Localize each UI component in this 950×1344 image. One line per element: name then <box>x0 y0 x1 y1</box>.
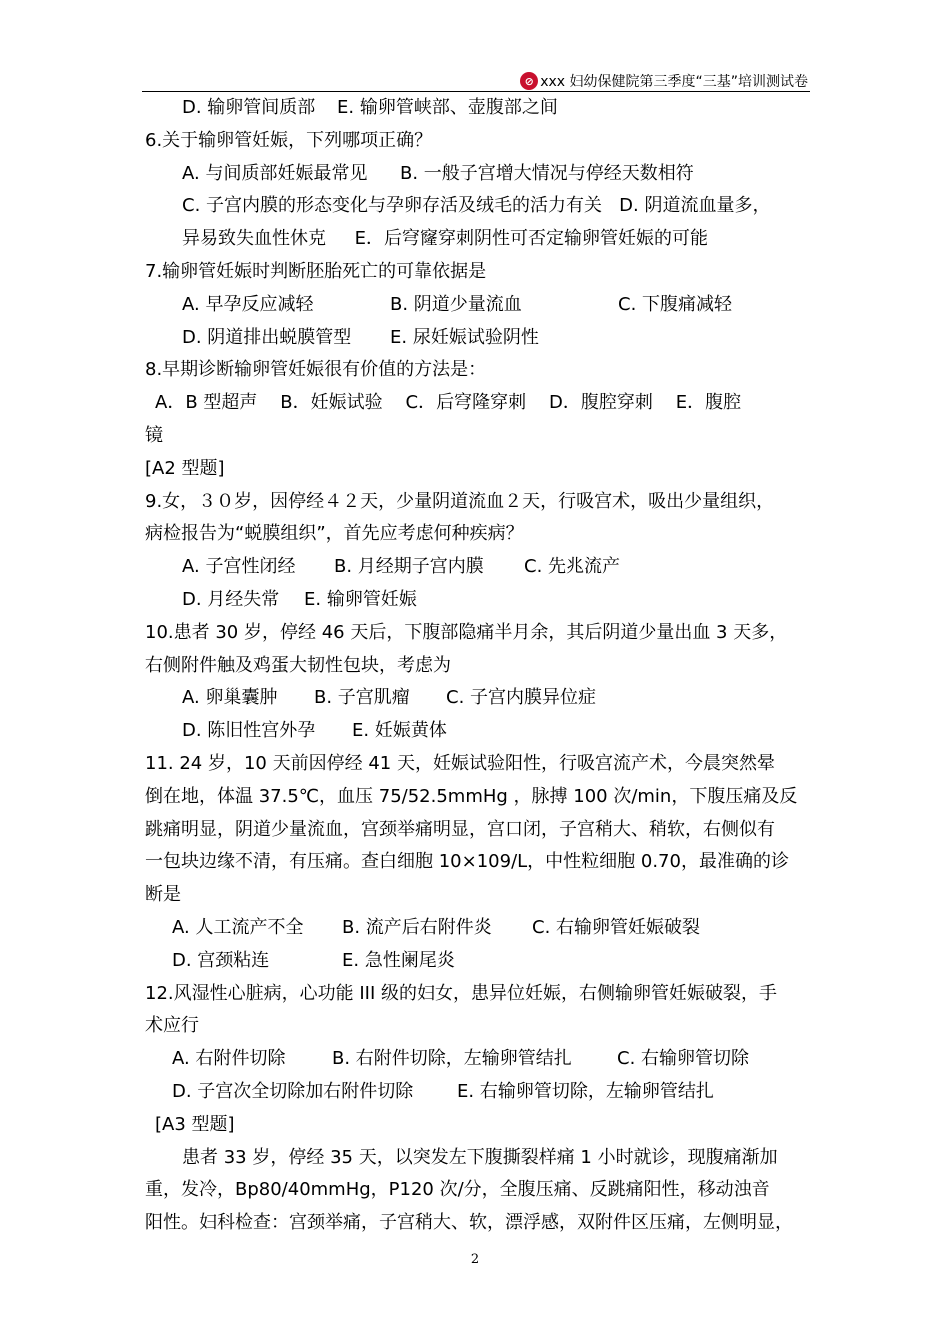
question-stem: 断是 <box>145 884 181 906</box>
question-stem: 跳痛明显，阴道少量流血，宫颈举痛明显，宫口闭，子宫稍大、稍软，右侧似有 <box>145 818 775 840</box>
option: D. 输卵管间质部 <box>182 97 316 118</box>
option: D. 子宫次全切除加右附件切除 <box>172 1080 414 1102</box>
case-text: 阳性。妇科检查：宫颈举痛，子宫稍大、软，漂浮感，双附件区压痛，左侧明显， <box>145 1212 793 1234</box>
option: A. 人工流产不全 <box>172 916 304 938</box>
question-stem: 7.输卵管妊娠时判断胚胎死亡的可靠依据是 <box>145 260 487 282</box>
option: D. 宫颈粘连 <box>172 949 270 971</box>
hospital-logo-icon: ⊘ <box>520 72 538 90</box>
option: D. 月经失常 <box>182 588 280 610</box>
page-header <box>520 70 808 92</box>
question-stem: 11. 24 岁，10 天前因停经 41 天，妊娠试验阳性，行吸宫流产术，今晨突然晕 <box>145 752 775 774</box>
question-stem: 倒在地，体温 37.5℃，血压 75/52.5mmHg ，脉搏 100 次/min，下腹压痛及反 <box>145 785 798 807</box>
option-line <box>145 945 810 978</box>
option: B. 阴道少量流血 <box>390 293 522 315</box>
option: B. 子宫肌瘤 <box>314 687 410 709</box>
option-line <box>145 912 810 945</box>
option: A. 子宫性闭经 <box>182 556 296 578</box>
option-line <box>145 551 810 584</box>
question-stem: 12.风湿性心脏病，心功能 III 级的妇女，患异位妊娠，右侧输卵管妊娠破裂，手 <box>145 982 777 1004</box>
option: D. 陈旧性宫外孕 <box>182 720 316 742</box>
option: A. 早孕反应减轻 <box>182 293 314 315</box>
option: C. 子宫内膜异位症 <box>446 687 597 709</box>
option-line <box>145 584 810 617</box>
option: D. 阴道排出蜕膜管型 <box>182 326 352 348</box>
option: A. 与间质部妊娠最常见 <box>182 162 368 184</box>
option-line: 镜 <box>145 424 163 446</box>
option: C. 右输卵管切除 <box>617 1048 750 1070</box>
option: C. 先兆流产 <box>524 556 621 578</box>
option-line <box>145 92 810 125</box>
page-number: 2 <box>470 1252 480 1267</box>
question-stem: 9.女，３０岁，因停经４２天，少量阴道流血２天，行吸宫术，吸出少量组织， <box>145 490 775 512</box>
question-stem: 6.关于输卵管妊娠，下列哪项正确？ <box>145 129 433 151</box>
option-line: C. 子宫内膜的形态变化与孕卵存活及绒毛的活力有关 D. 阴道流血量多， <box>182 195 771 217</box>
option-line <box>145 1076 810 1109</box>
option: E. 输卵管妊娠 <box>304 588 417 610</box>
option: C. 右输卵管妊娠破裂 <box>532 916 701 938</box>
option: E. 妊娠黄体 <box>352 720 447 742</box>
question-stem: 10.患者 30 岁，停经 46 天后，下腹部隐痛半月余，其后阴道少量出血 3 天多， <box>145 621 788 643</box>
option-line: 异易致失血性休克 E．后穹窿穿刺阴性可否定输卵管妊娠的可能 <box>182 228 708 250</box>
option: C. 下腹痛减轻 <box>618 293 733 315</box>
question-stem: 右侧附件触及鸡蛋大韧性包块，考虑为 <box>145 654 451 676</box>
question-stem: 病检报告为“蜕膜组织”，首先应考虑何种疾病？ <box>145 523 524 545</box>
option: B. 一般子宫增大情况与停经天数相符 <box>400 162 694 184</box>
exam-content <box>145 92 810 1240</box>
option: E. 尿妊娠试验阴性 <box>390 326 539 348</box>
option: A. 右附件切除 <box>172 1048 286 1070</box>
option: B. 月经期子宫内膜 <box>334 556 484 578</box>
option: A. 卵巢囊肿 <box>182 687 278 709</box>
header-title: xxx 妇幼保健院第三季度“三基”培训测试卷 <box>540 74 808 90</box>
option-line <box>145 1043 810 1076</box>
section-heading: [A3 型题] <box>155 1113 235 1135</box>
option: E. 右输卵管切除，左输卵管结扎 <box>457 1080 714 1102</box>
case-text: 重，发冷，Bp80/40mmHg，P120 次/分，全腹压痛、反跳痛阳性，移动浊音 <box>145 1179 770 1201</box>
option: E. 输卵管峡部、壶腹部之间 <box>337 97 558 118</box>
question-stem: 一包块边缘不清，有压痛。查白细胞 10×109/L，中性粒细胞 0.70，最准确的诊 <box>145 851 789 873</box>
option-line: A．B 型超声 B．妊娠试验 C．后穹隆穿刺 D．腹腔穿刺 E．腹腔 <box>155 392 742 414</box>
option: B. 右附件切除，左输卵管结扎 <box>332 1048 572 1070</box>
option-line <box>145 682 810 715</box>
option: E. 急性阑尾炎 <box>342 949 455 971</box>
section-heading: [A2 型题] <box>145 457 225 479</box>
option-line <box>145 158 810 191</box>
option-line <box>145 289 810 322</box>
option-line <box>145 715 810 748</box>
option: B. 流产后右附件炎 <box>342 916 492 938</box>
question-stem: 术应行 <box>145 1015 199 1037</box>
case-text: 患者 33 岁，停经 35 天，以突发左下腹撕裂样痛 1 小时就诊，现腹痛渐加 <box>182 1146 778 1168</box>
option-line <box>145 322 810 355</box>
question-stem: 8.早期诊断输卵管妊娠很有价值的方法是： <box>145 359 487 381</box>
